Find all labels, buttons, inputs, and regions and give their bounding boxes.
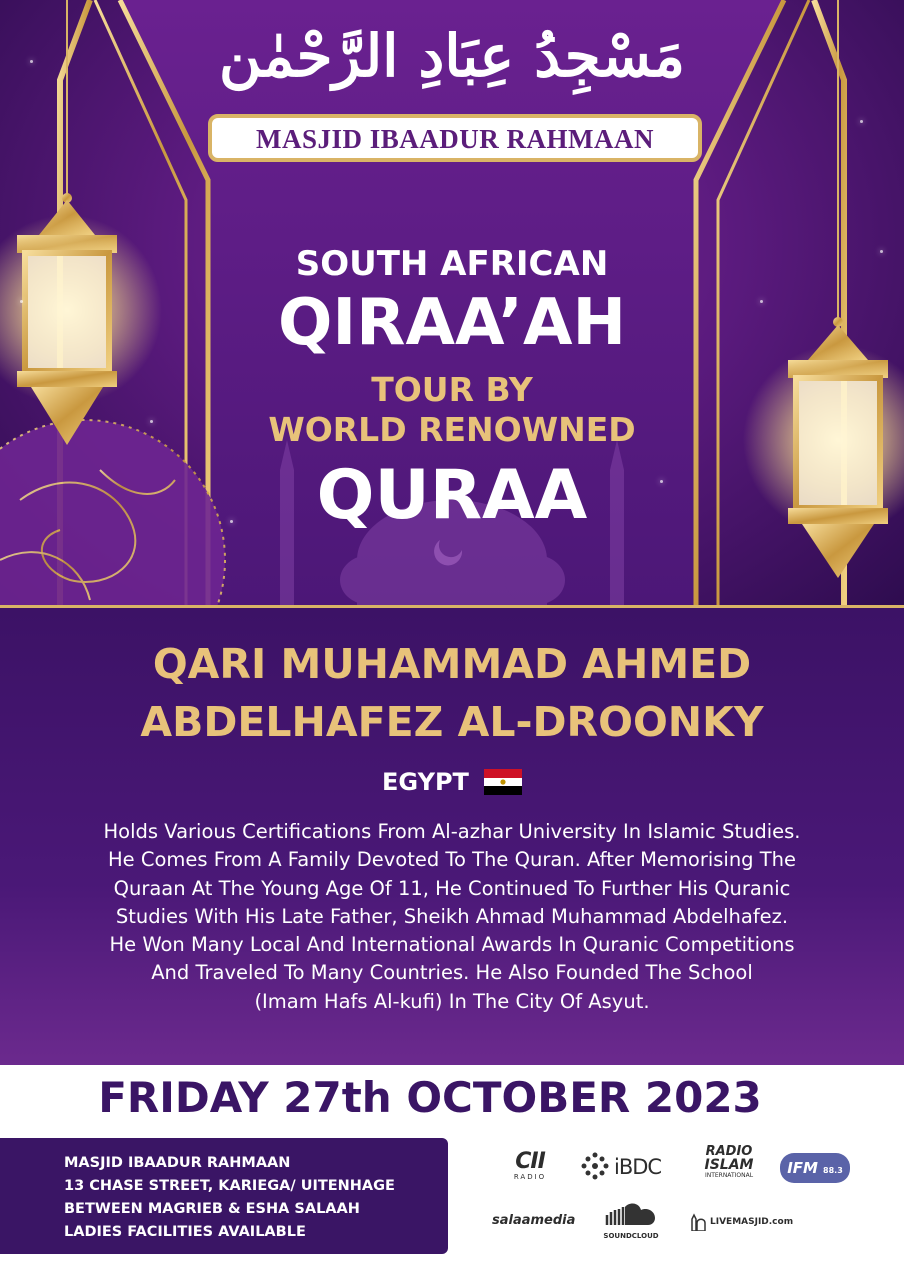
ifm-logo: IFM 88.3: [780, 1153, 850, 1183]
headline-line4: WORLD RENOWNED: [268, 410, 636, 449]
mosque-icon: [690, 1209, 708, 1231]
soundcloud-logo: SOUNDCLOUD: [596, 1201, 666, 1240]
venue-address: 13 CHASE STREET, KARIEGA/ UITENHAGE: [64, 1178, 395, 1194]
headline-line3: TOUR BY: [371, 370, 533, 409]
soundcloud-icon: [603, 1201, 659, 1227]
event-time: BETWEEN MAGRIEB & ESHA SALAAH: [64, 1201, 360, 1217]
date-band: [0, 1065, 904, 1133]
header-section: [0, 0, 904, 605]
country-row: [0, 768, 904, 796]
headline-line2: QIRAA’AH: [277, 286, 627, 360]
cii-radio-logo: CII RADIO: [513, 1149, 547, 1181]
livemasjid-logo: LIVEMASJID.com: [690, 1209, 782, 1233]
arabic-masjid-title: مَسْجِدُ عِبَادِ الرَّحْمٰن: [218, 22, 685, 90]
sparkle: [860, 120, 863, 123]
ibdc-emblem-icon: [580, 1151, 610, 1181]
bio-line: He Won Many Local And International Awards In Quranic Competitions: [109, 933, 795, 957]
radio-islam-logo: RADIO ISLAM INTERNATIONAL: [704, 1144, 754, 1179]
qari-name-line2: ABDELHAFEZ AL-DROONKY: [140, 698, 764, 746]
bio-line: And Traveled To Many Countries. He Also Founded The School: [151, 961, 753, 985]
bio-line: (Imam Hafs Al-kufi) In The City Of Asyut.: [254, 989, 650, 1013]
headline-line5: QURAA: [316, 456, 588, 535]
masjid-name-banner: MASJID IBAADUR RAHMAAN: [208, 114, 702, 162]
qari-section: [0, 605, 904, 1068]
qari-name-line1: QARI MUHAMMAD AHMED: [152, 640, 752, 688]
qari-biography: [22, 818, 882, 1016]
ladies-facilities: LADIES FACILITIES AVAILABLE: [64, 1224, 306, 1240]
ibdc-logo: iBDC: [580, 1149, 680, 1185]
footer-section: [0, 1133, 904, 1280]
bio-line: Studies With His Late Father, Sheikh Ahmad Muhammad Abdelhafez.: [115, 904, 789, 928]
egypt-flag-icon: [484, 769, 522, 795]
headline-line1: SOUTH AFRICAN: [295, 244, 609, 284]
venue-name: MASJID IBAADUR RAHMAAN: [64, 1155, 291, 1171]
bio-line: Quraan At The Young Age Of 11, He Continued To Further His Quranic: [113, 876, 791, 900]
event-date: FRIDAY 27th OCTOBER 2023: [98, 1073, 762, 1122]
bio-line: Holds Various Certifications From Al-azhar University In Islamic Studies.: [103, 820, 801, 843]
country-label: EGYPT: [382, 768, 469, 796]
event-details-box: [0, 1138, 448, 1254]
bio-line: He Comes From A Family Devoted To The Quran. After Memorising The: [107, 848, 797, 872]
salaamedia-logo: salaamedia: [492, 1213, 576, 1228]
